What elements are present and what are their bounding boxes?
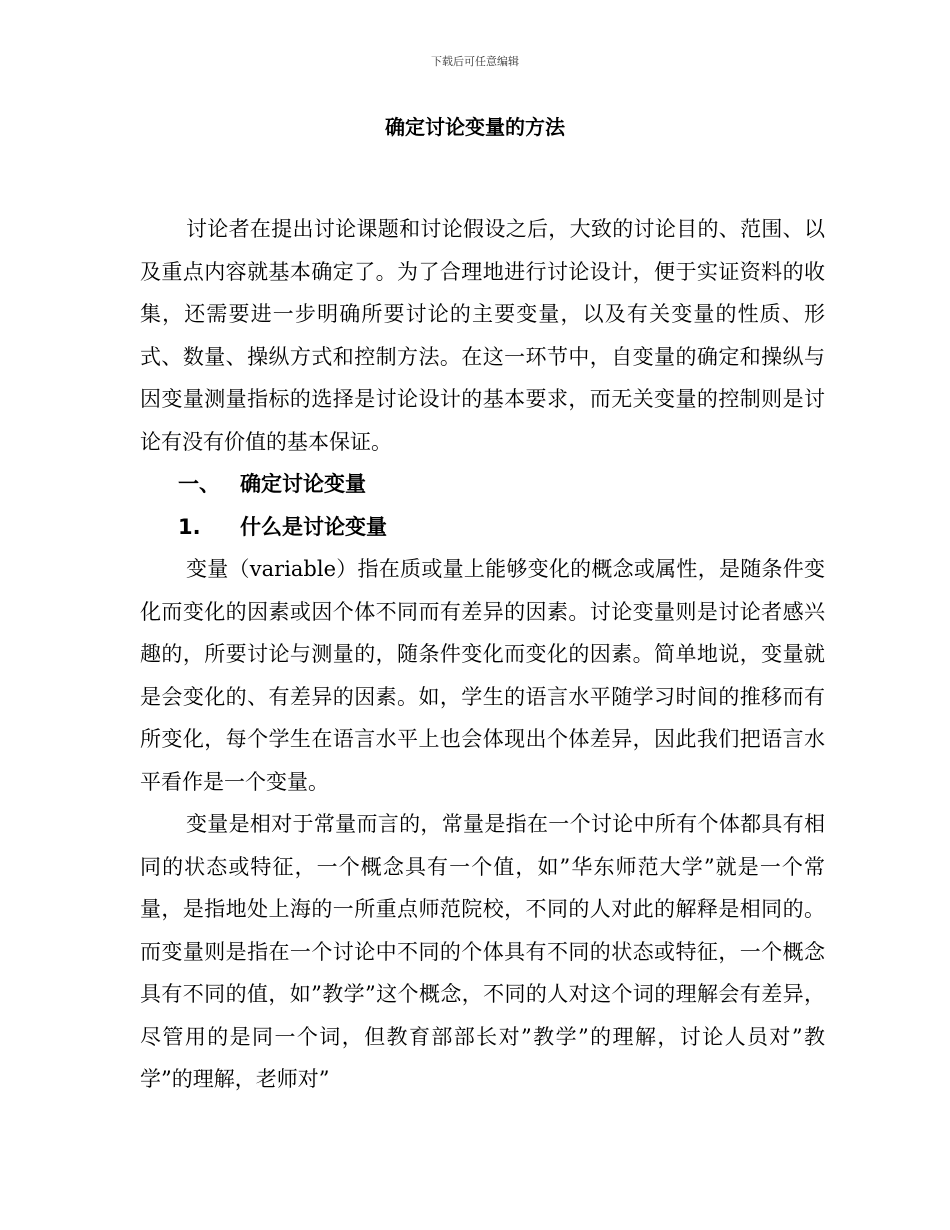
subsection-heading-1 (140, 506, 825, 549)
subsection-heading-1-text: 什么是讨论变量 (240, 514, 387, 539)
section-heading-1 (140, 463, 825, 506)
paragraph-variable-vs-constant: 变量是相对于常量而言的，常量是指在一个讨论中所有个体都具有相同的状态或特征，一个概念具有一个值，如”华东师范大学”就是一个常量，是指地处上海的一所重点师范院校，不同的人对此的解释是相同的。而变量则是指在一个讨论中不同的个体具有不同的状态或特征，一个概念具有不同的值，如”教学”这个概念，不同的人对这个词的理解会有差异，尽管用的是同一个词，但教育部部长对”教学”的理解，讨论人员对”教学”的理解，老师对” (140, 812, 825, 1091)
section-heading-1-number: 一、 (178, 472, 220, 496)
subsection-heading-1-number: 1. (178, 514, 201, 539)
header-note: 下载后可任意编辑 (431, 55, 519, 68)
document-body (140, 208, 825, 1101)
paragraph-variable-definition: 变量（variable）指在质或量上能够变化的概念或属性，是随条件变化而变化的因素或因个体不同而有差异的因素。讨论变量则是讨论者感兴趣的，所要讨论与测量的，随条件变化而变化的因素。简单地说，变量就是会变化的、有差异的因素。如，学生的语言水平随学习时间的推移而有所变化，每个学生在语言水平上也会体现出个体差异，因此我们把语言水平看作是一个变量。 (140, 557, 825, 794)
document-title: 确定讨论变量的方法 (385, 115, 565, 139)
paragraph-intro: 讨论者在提出讨论课题和讨论假设之后，大致的讨论目的、范围、以及重点内容就基本确定了。为了合理地进行讨论设计，便于实证资料的收集，还需要进一步明确所要讨论的主要变量，以及有关变量的性质、形式、数量、操纵方式和控制方法。在这一环节中，自变量的确定和操纵与因变量测量指标的选择是讨论设计的基本要求，而无关变量的控制则是讨论有没有价值的基本保证。 (140, 217, 825, 454)
section-heading-1-text: 确定讨论变量 (240, 472, 366, 496)
